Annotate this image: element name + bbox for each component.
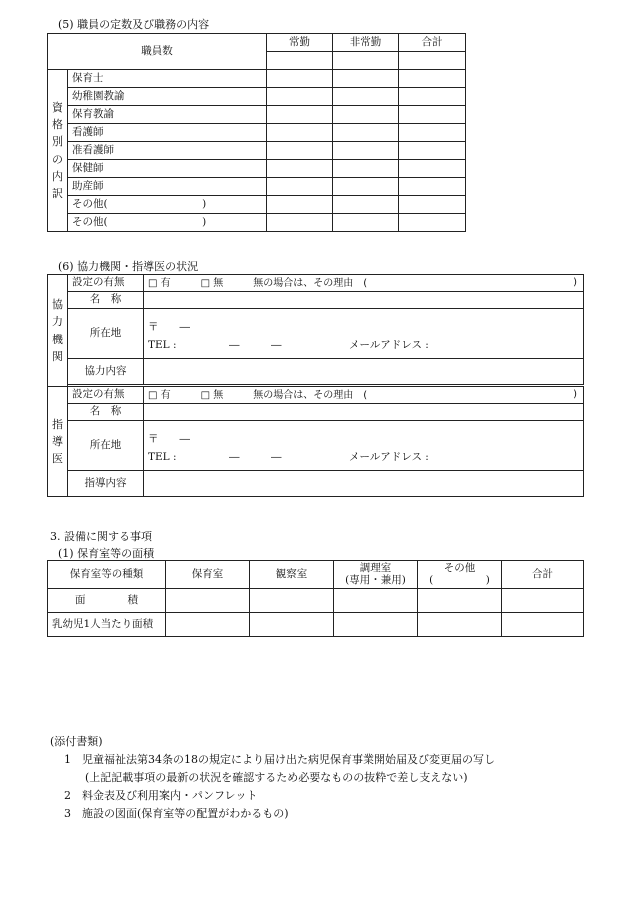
section-5-title: (5) 職員の定数及び職務の内容 xyxy=(58,18,210,31)
staff-row-label: 保育士 xyxy=(68,70,267,88)
address-label: 所在地 xyxy=(68,421,144,471)
attachment-item-1: 1 児童福祉法第34条の18の規定により届け出た病児保育事業開始届及び変更届の写し xyxy=(64,753,495,766)
header-other: その他 ( ) xyxy=(418,561,502,589)
staff-row-label: その他( ) xyxy=(68,196,267,214)
cooperation-content-label: 協力内容 xyxy=(68,359,144,385)
guidance-content-label: 指導内容 xyxy=(68,471,144,497)
postal-code: 〒 ― xyxy=(144,421,584,446)
contact-line: TEL : ― ― メールアドレス : xyxy=(144,334,584,359)
section-3-title: 3. 設備に関する事項 xyxy=(50,530,152,543)
staff-table xyxy=(47,33,466,232)
staff-row-label: 助産師 xyxy=(68,178,267,196)
row-per-child-area-label: 乳幼児1人当たり面積 xyxy=(48,613,166,637)
name-label: 名 称 xyxy=(68,292,144,309)
staff-row-label: 准看護師 xyxy=(68,142,267,160)
cooperation-table xyxy=(47,274,584,497)
setting-label: 設定の有無 xyxy=(68,275,144,292)
setting-value: □ 有 □ 無 無の場合は、その理由 ( ) xyxy=(144,387,584,404)
setting-value: □ 有 □ 無 無の場合は、その理由 ( ) xyxy=(144,275,584,292)
section-6-title: (6) 協力機関・指導医の状況 xyxy=(58,260,199,273)
staff-row-label: 幼稚園教諭 xyxy=(68,88,267,106)
advisor-side-label: 指 導 医 xyxy=(48,387,68,497)
header-room-total: 合計 xyxy=(502,561,584,589)
staff-row-label: 保育教諭 xyxy=(68,106,267,124)
header-kitchen: 調理室 (専用・兼用) xyxy=(334,561,418,589)
staff-row-label: その他( ) xyxy=(68,214,267,232)
contact-line: TEL : ― ― メールアドレス : xyxy=(144,446,584,471)
cooperation-side-label: 協 力 機 関 xyxy=(48,275,68,387)
header-full-time: 常勤 xyxy=(267,34,333,52)
header-room-type: 保育室等の種類 xyxy=(48,561,166,589)
header-part-time: 非常勤 xyxy=(333,34,399,52)
staff-row-label: 保健師 xyxy=(68,160,267,178)
header-staff-count: 職員数 xyxy=(48,34,267,70)
attachments-title: (添付書類) xyxy=(50,735,103,748)
attachment-item-3: 3 施設の図面(保育室等の配置がわかるもの) xyxy=(64,807,289,820)
attachment-item-1-note: (上記記載事項の最新の状況を確認するため必要なものの抜粋で差し支えない) xyxy=(85,771,468,784)
header-observation-room: 観察室 xyxy=(250,561,334,589)
room-area-table xyxy=(47,560,584,637)
postal-code: 〒 ― xyxy=(144,309,584,334)
address-label: 所在地 xyxy=(68,309,144,359)
header-total: 合計 xyxy=(399,34,466,52)
staff-row-label: 看護師 xyxy=(68,124,267,142)
name-label: 名 称 xyxy=(68,404,144,421)
header-nursery-room: 保育室 xyxy=(166,561,250,589)
section-3-subtitle: (1) 保育室等の面積 xyxy=(58,547,155,560)
row-area-label: 面 積 xyxy=(48,589,166,613)
attachment-item-2: 2 料金表及び利用案内・パンフレット xyxy=(64,789,258,802)
qualification-side-label: 資 格 別 の 内 訳 xyxy=(48,70,68,232)
setting-label: 設定の有無 xyxy=(68,387,144,404)
